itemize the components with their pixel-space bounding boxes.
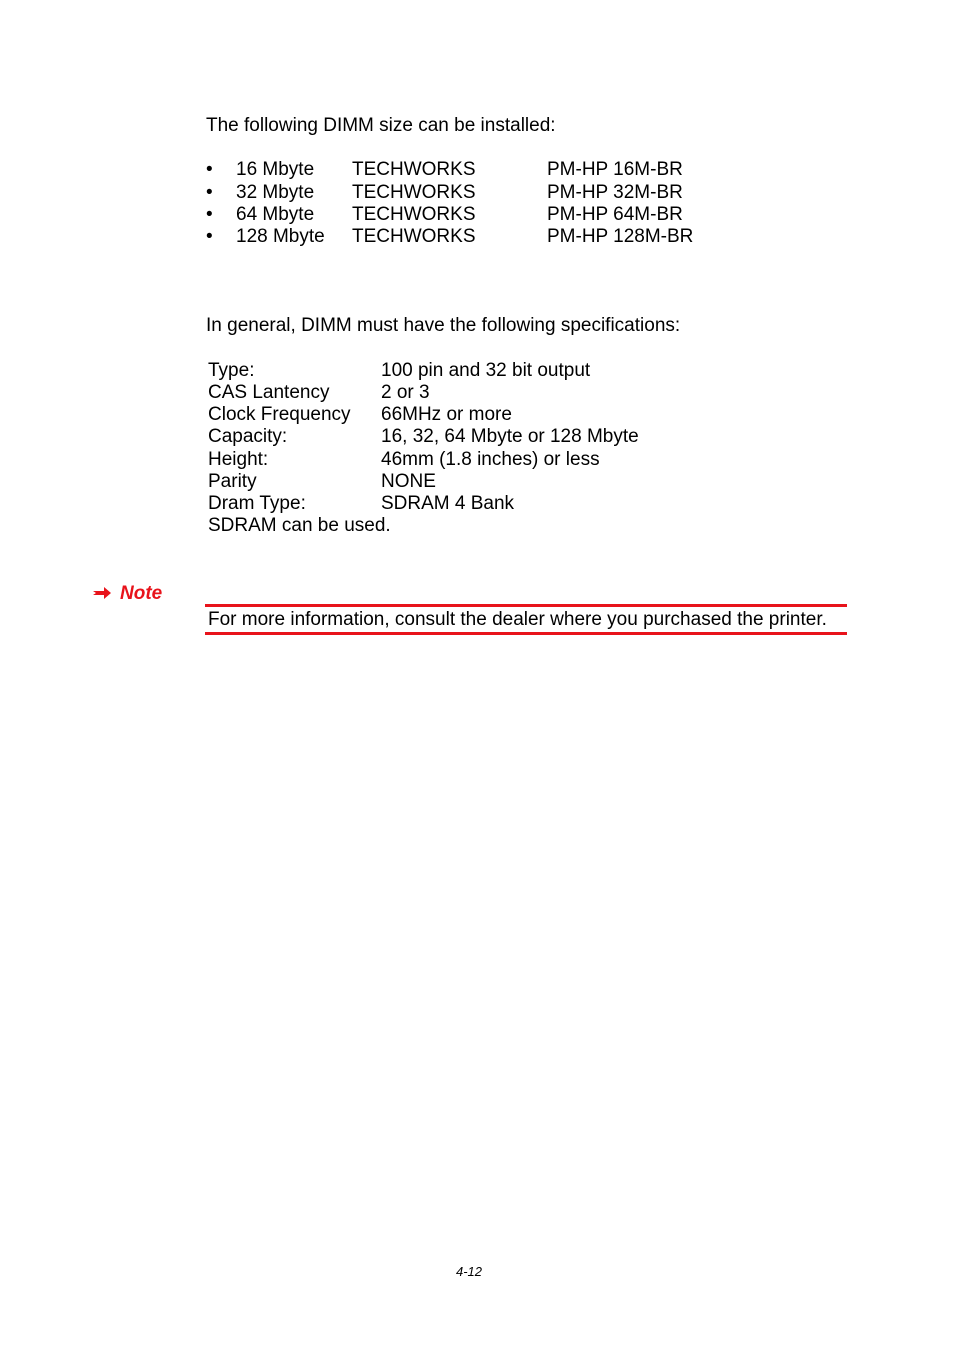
dimm-vendor: TECHWORKS xyxy=(352,226,476,247)
dimm-vendor: TECHWORKS xyxy=(352,159,476,180)
spec-label: Parity xyxy=(208,471,257,492)
bullet-icon: • xyxy=(206,159,213,180)
spec-value: SDRAM 4 Bank xyxy=(381,493,515,514)
bullet-icon: • xyxy=(206,182,213,203)
dimm-part-number: PM-HP 16M-BR xyxy=(547,159,683,180)
dimm-size: 16 Mbyte xyxy=(236,159,315,180)
spec-value: 2 or 3 xyxy=(381,382,430,403)
spec-row xyxy=(208,360,808,382)
bullet-icon: • xyxy=(206,204,213,225)
note-text: For more information, consult the dealer where you purchased the printer. xyxy=(208,609,827,630)
spec-label: Type: xyxy=(208,360,255,381)
list-item xyxy=(206,159,806,181)
specs-footer-text: SDRAM can be used. xyxy=(208,515,391,536)
spec-value: 100 pin and 32 bit output xyxy=(381,360,591,381)
list-item xyxy=(206,204,806,226)
spec-value: 16, 32, 64 Mbyte or 128 Mbyte xyxy=(381,426,639,447)
dimm-part-number: PM-HP 32M-BR xyxy=(547,182,683,203)
spec-label: Clock Frequency xyxy=(208,404,351,425)
dimm-size: 64 Mbyte xyxy=(236,204,315,225)
spec-row xyxy=(208,493,808,515)
spec-label: CAS Lantency xyxy=(208,382,330,403)
page-number: 4-12 xyxy=(455,1264,483,1279)
dimm-vendor: TECHWORKS xyxy=(352,182,476,203)
spec-row xyxy=(208,382,808,404)
note-top-rule xyxy=(205,604,847,607)
dimm-intro-text: The following DIMM size can be installed: xyxy=(206,115,556,136)
list-item xyxy=(206,182,806,204)
dimm-part-number: PM-HP 64M-BR xyxy=(547,204,683,225)
note-bottom-rule xyxy=(205,632,847,635)
spec-row xyxy=(208,471,808,493)
spec-row xyxy=(208,449,808,471)
spec-label: Capacity: xyxy=(208,426,288,447)
dimm-size: 32 Mbyte xyxy=(236,182,315,203)
specs-intro-text: In general, DIMM must have the following specifications: xyxy=(206,315,681,336)
note-heading xyxy=(92,583,162,605)
dimm-size: 128 Mbyte xyxy=(236,226,325,247)
note-label: Note xyxy=(120,583,163,604)
pencil-icon xyxy=(92,586,112,600)
dimm-vendor: TECHWORKS xyxy=(352,204,476,225)
spec-row xyxy=(208,404,808,426)
dimm-part-number: PM-HP 128M-BR xyxy=(547,226,694,247)
spec-value: 46mm (1.8 inches) or less xyxy=(381,449,600,470)
spec-value: NONE xyxy=(381,471,436,492)
spec-label: Height: xyxy=(208,449,269,470)
spec-row xyxy=(208,426,808,448)
spec-label: Dram Type: xyxy=(208,493,306,514)
spec-value: 66MHz or more xyxy=(381,404,512,425)
bullet-icon: • xyxy=(206,226,213,247)
list-item xyxy=(206,226,806,248)
